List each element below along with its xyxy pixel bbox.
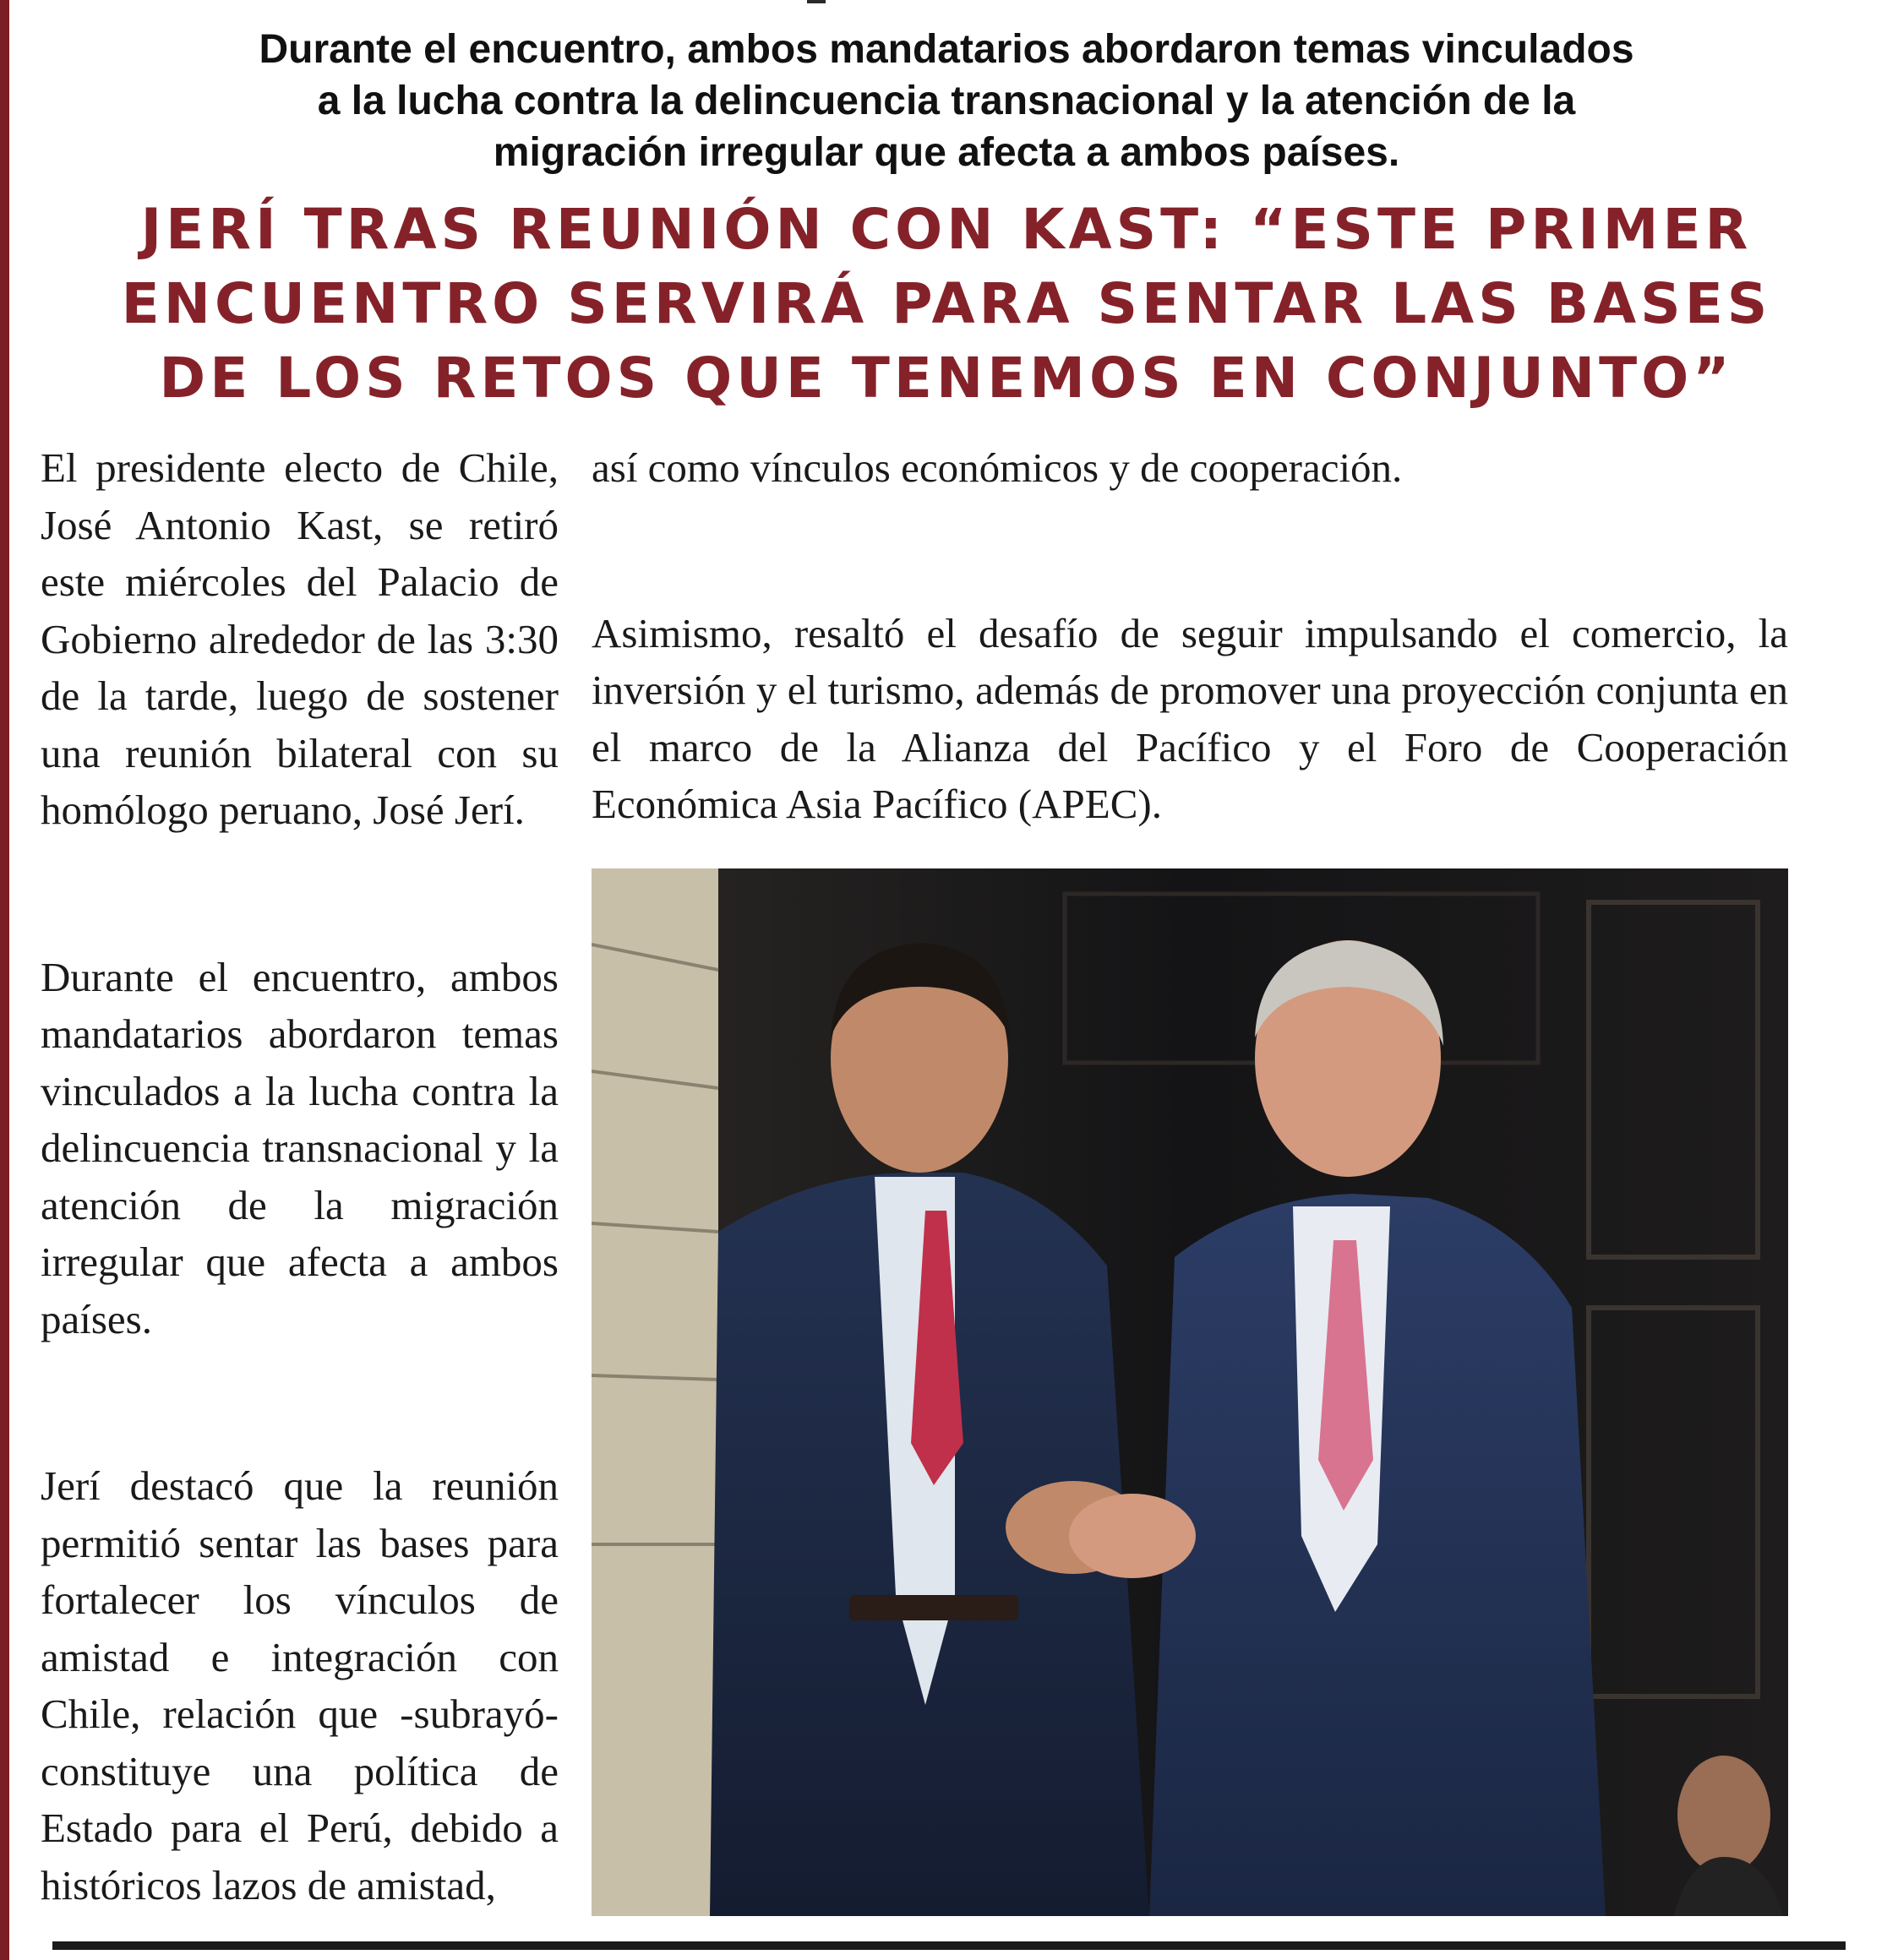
kicker-line-1: Durante el encuentro, ambos mandatarios abordaron temas vinculados	[259, 27, 1634, 72]
right-column	[592, 439, 1788, 833]
article-photo-handshake	[592, 868, 1788, 1916]
body-paragraph: Durante el encuentro, ambos mandatarios abordaron temas vinculados a la lucha contra la delincuencia transnacional y la atención de la migración irregular que afecta a ambos países.	[41, 953, 559, 1342]
top-dash-mark	[807, 0, 826, 3]
body-paragraph: Asimismo, resaltó el desafío de seguir impulsando el comercio, la inversión y el turismo, además de promover una proyección conjunta en el marco de la Alianza del Pacífico y el Foro de Cooperación Económica Asia Pacífico (APEC).	[592, 609, 1788, 827]
article-kicker	[76, 24, 1817, 178]
bottom-rule	[52, 1941, 1846, 1950]
left-column	[41, 439, 559, 1914]
body-paragraph: El presidente electo de Chile, José Antonio Kast, se retiró este miércoles del Palacio de Gobierno alrededor de las 3:30 de la tarde, luego de sostener una reunión bilateral con su homólogo peruano, José Jerí.	[41, 444, 559, 833]
left-margin-rule	[0, 0, 9, 1960]
headline-line-3: DE LOS RETOS QUE TENEMOS EN CONJUNTO”	[159, 346, 1734, 411]
body-paragraph: así como vínculos económicos y de cooperación.	[592, 444, 1403, 491]
headline-line-1: JERÍ TRAS REUNIÓN CON KAST: “ESTE PRIMER	[140, 197, 1753, 262]
article-headline	[76, 193, 1817, 416]
kicker-line-3: migración irregular que afecta a ambos países.	[493, 130, 1400, 175]
kicker-line-2: a la lucha contra la delincuencia transnacional y la atención de la	[317, 79, 1576, 123]
headline-line-2: ENCUENTRO SERVIRÁ PARA SENTAR LAS BASES	[121, 271, 1772, 336]
body-paragraph: Jerí destacó que la reunión permitió sentar las bases para fortalecer los vínculos de amistad e integración con Chile, relación que -subrayó- constituye una política de Estado para el Perú, debido a históricos lazos de amistad,	[41, 1462, 559, 1908]
photo-illustration	[592, 868, 1788, 1916]
